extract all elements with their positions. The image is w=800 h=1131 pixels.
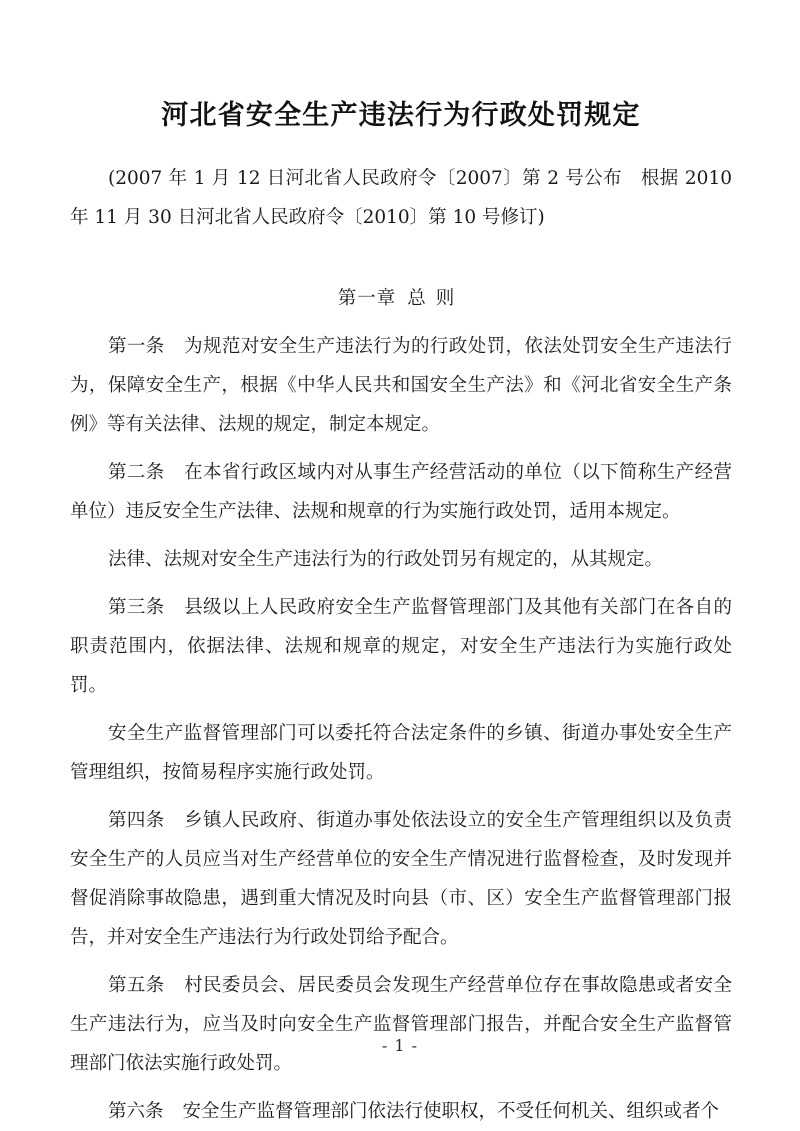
article-paragraph	[70, 792, 732, 957]
article-label: 第四条	[108, 810, 165, 832]
article-text: 县级以上人民政府安全生产监督管理部门及其他有关部门在各自的职责范围内，依据法律、法规和规章的规定，对安全生产违法行为实施行政处罚。	[70, 597, 732, 697]
article-text: 村民委员会、居民委员会发现生产经营单位存在事故隐患或者安全生产违法行为，应当及时向安全生产监督管理部门报告，并配合安全生产监督管理部门依法实施行政处罚。	[70, 975, 732, 1075]
article-label: 第六条	[108, 1101, 164, 1123]
article-paragraph	[70, 579, 732, 705]
article-text: 为规范对安全生产违法行为的行政处罚，依法处罚安全生产违法行为，保障安全生产，根据《中华人民共和国安全生产法》和《河北省安全生产条例》等有关法律、法规的规定，制定本规定。	[70, 336, 732, 436]
article-text: 安全生产监督管理部门依法行使职权，不受任何机关、组织或者个	[182, 1101, 720, 1123]
article-text: 乡镇人民政府、街道办事处依法设立的安全生产管理组织以及负责安全生产的人员应当对生产经营单位的安全生产情况进行监督检查，及时发现并督促消除事故隐患，遇到重大情况及时向县（市、区）安全生产监督管理部门报告，并对安全生产违法行为行政处罚给予配合。	[70, 810, 732, 949]
article-paragraph	[70, 1083, 732, 1131]
page-title: 河北省安全生产违法行为行政处罚规定	[161, 100, 641, 131]
article-paragraph	[70, 444, 732, 531]
document-body	[70, 0, 732, 1131]
chapter-number: 第一章	[337, 288, 397, 310]
article-label: 第五条	[108, 975, 165, 997]
publication-info: (2007 年 1 月 12 日河北省人民政府令〔2007〕第 2 号公布 根据 2010 年 11 月 30 日河北省人民政府令〔2010〕第 10 号修订)	[70, 168, 732, 229]
article-paragraph	[70, 531, 732, 579]
article-paragraph	[70, 705, 732, 792]
article-label: 第一条	[108, 336, 165, 358]
article-paragraph	[70, 318, 732, 444]
page-footer: - 1 -	[381, 1036, 419, 1055]
article-paragraph	[70, 957, 732, 1083]
article-label: 第三条	[108, 597, 165, 619]
chapter-name: 总则	[407, 288, 465, 310]
article-text: 安全生产监督管理部门可以委托符合法定条件的乡镇、街道办事处安全生产管理组织，按简易程序实施行政处罚。	[70, 723, 732, 784]
article-text: 法律、法规对安全生产违法行为的行政处罚另有规定的，从其规定。	[108, 549, 664, 571]
article-label: 第二条	[108, 462, 165, 484]
chapter-heading	[70, 237, 732, 318]
article-text: 在本省行政区域内对从事生产经营活动的单位（以下简称生产经营单位）违反安全生产法律、法规和规章的行为实施行政处罚，适用本规定。	[70, 462, 732, 523]
